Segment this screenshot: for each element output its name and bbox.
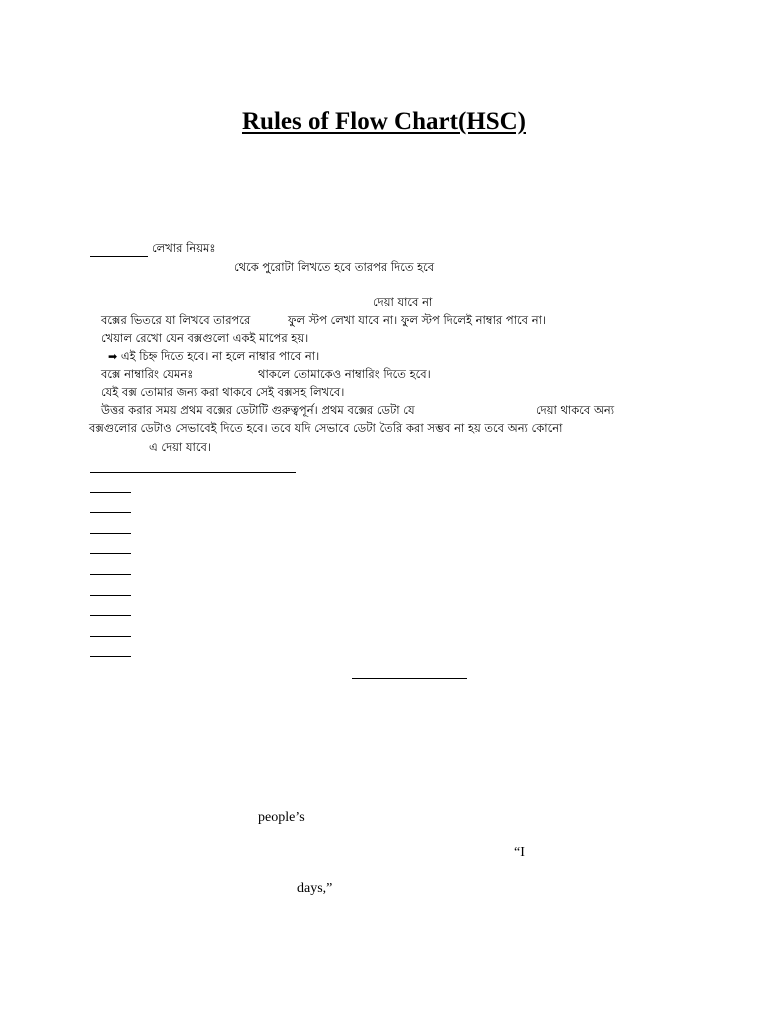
blank-line — [90, 615, 131, 616]
text-fragment-days: days,” — [297, 881, 333, 896]
section-underline — [90, 472, 296, 473]
rule-line-5 — [108, 349, 319, 364]
centered-underline — [352, 678, 467, 679]
blank-line — [90, 553, 131, 554]
blank-line — [90, 656, 131, 657]
page-title: Rules of Flow Chart(HSC) — [241, 108, 526, 135]
blank-line — [90, 512, 131, 513]
rule-line-5-text: এই চিহ্ন দিতে হবে। না হলে নাম্বার পাবে না। — [120, 349, 320, 363]
rule-line-8a: উত্তর করার সময় প্রথম বক্সের ডেটাটি গুরুত্বপূর্ন। প্রথম বক্সের ডেটা যে — [101, 403, 415, 417]
rule-line-6b: থাকলে তোমাকেও নাম্বারিং দিতে হবে। — [258, 367, 431, 381]
blank-line — [90, 636, 131, 637]
arrow-icon: ➡ — [108, 350, 118, 363]
blank-line — [90, 574, 131, 575]
text-fragment-quote-i: “I — [514, 845, 525, 860]
blank-line — [90, 492, 131, 493]
text-fragment-peoples: people’s — [258, 810, 305, 825]
heading-underline — [90, 256, 148, 257]
rule-line-7: যেই বক্স তোমার জন্য করা থাকবে সেই বক্সসহ লিখবে। — [101, 385, 345, 399]
rule-line-9: বক্সগুলোর ডেটাও সেভাবেই দিতে হবে। তবে যদি সেভাবে ডেটা তৈরি করা সম্ভব না হয় তবে অন্য কোনো — [89, 421, 563, 435]
rule-line-2: দেয়া যাবে না — [373, 295, 433, 309]
rule-line-3b: ফুল স্টপ লেখা যাবে না। ফুল স্টপ দিলেই নাম্বার পাবে না। — [288, 313, 547, 327]
rules-heading: লেখার নিয়মঃ — [152, 241, 216, 255]
rule-line-10: এ দেয়া যাবে। — [149, 440, 211, 454]
rule-line-1: থেকে পুরোটা লিখতে হবে তারপর দিতে হবে — [234, 260, 435, 274]
rule-line-6a: বক্সে নাম্বারিং যেমনঃ — [101, 367, 194, 381]
blank-line — [90, 595, 131, 596]
rule-line-3a: বক্সের ভিতরে যা লিখবে তারপরে — [101, 313, 251, 327]
rule-line-8b: দেয়া থাকবে অন্য — [536, 403, 615, 417]
blank-line — [90, 533, 131, 534]
rule-line-4: খেয়াল রেখো যেন বক্সগুলো একই মাপের হয়। — [101, 331, 309, 345]
